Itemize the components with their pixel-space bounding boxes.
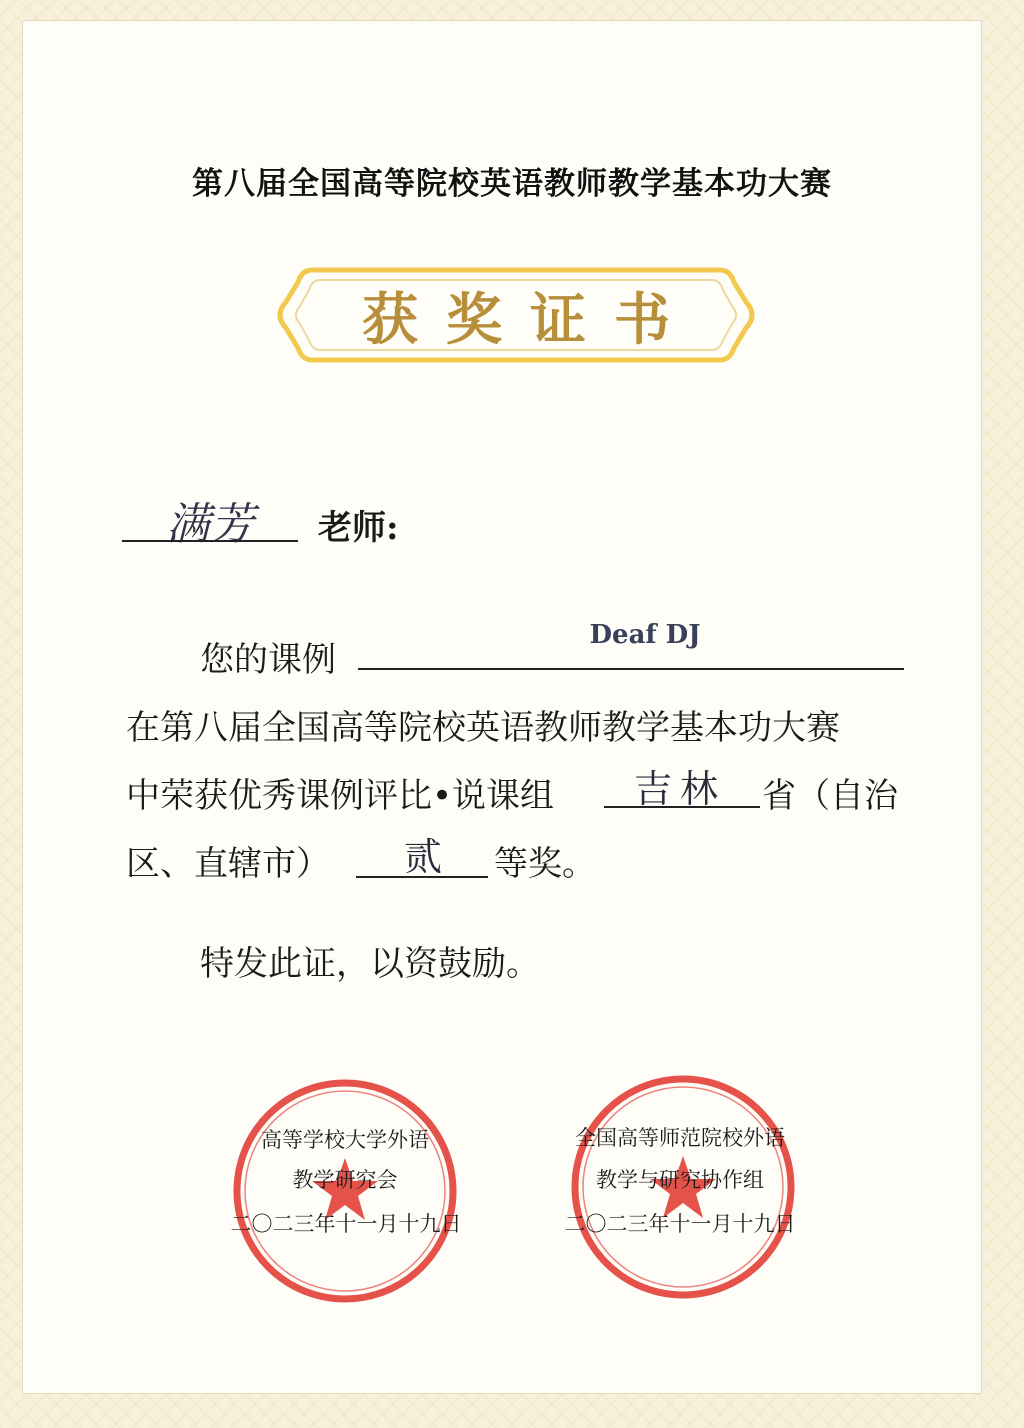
province: 吉林 <box>633 767 726 811</box>
issuer-1-name-line-2: 教学研究会 <box>292 1168 398 1192</box>
certificate-label: 获奖证书 <box>362 287 698 353</box>
course-name-underline <box>358 668 904 670</box>
salutation: 老师: <box>318 508 399 548</box>
prize-level: 贰 <box>403 835 442 879</box>
province-suffix: 省（自治 <box>762 776 898 816</box>
course-prefix: 您的课例 <box>200 640 336 680</box>
recipient-name-underline <box>122 540 298 542</box>
award-category: 中荣获优秀课例评比•说课组 <box>126 776 555 816</box>
competition-title: 第八届全国高等院校英语教师教学基本功大赛 <box>192 166 832 202</box>
issuer-1-date: 二〇二三年十一月十九日 <box>230 1212 462 1236</box>
issuer-2-date: 二〇二三年十一月十九日 <box>564 1212 796 1236</box>
issuer-2-name-line-1: 全国高等师范院校外语 <box>575 1126 785 1150</box>
body-line-2: 在第八届全国高等院校英语教师教学基本功大赛 <box>126 708 840 748</box>
prize-level-underline <box>356 876 488 878</box>
closing-statement: 特发此证，以资鼓励。 <box>200 944 540 984</box>
region-label: 区、直辖市） <box>126 844 330 884</box>
issuer-1-name-line-1: 高等学校大学外语 <box>261 1128 429 1152</box>
course-name: Deaf DJ <box>589 620 701 650</box>
recipient-name: 满芳 <box>166 499 254 550</box>
province-underline <box>604 806 760 808</box>
issuer-2-name-line-2: 教学与研究协作组 <box>596 1168 764 1192</box>
prize-suffix: 等奖。 <box>494 844 596 884</box>
